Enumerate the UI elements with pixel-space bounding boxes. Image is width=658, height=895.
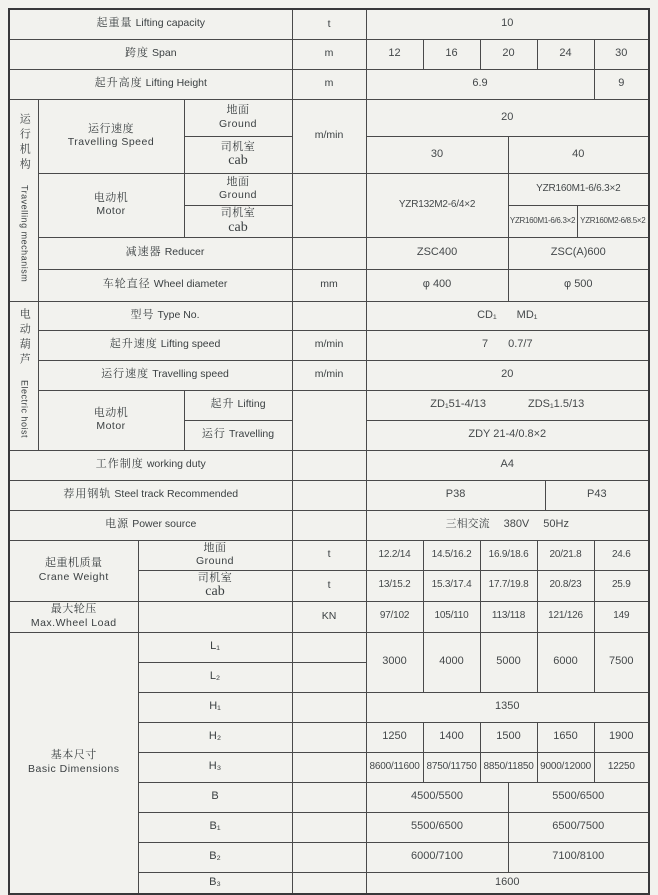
- section-basic-dimensions: [9, 632, 138, 894]
- max-wheel-load-value-12: 97/102: [366, 601, 423, 632]
- max-wheel-load-value-30: 149: [594, 601, 649, 632]
- crane-weight-ground-value-16: 14.5/16.2: [423, 540, 480, 570]
- motor-ground-label-en: Ground: [219, 189, 258, 202]
- reducer-label-zh: 减速器: [125, 246, 162, 259]
- travelling-speed-label-en: Travelling Speed: [67, 136, 155, 149]
- dimension-h3-unit-empty: [292, 752, 366, 782]
- type-no-unit-empty: [292, 301, 366, 330]
- reducer-label-en: Reducer: [164, 246, 205, 259]
- wheel-diameter-label-zh: 车轮直径: [102, 278, 151, 291]
- crane-weight-ground-value-24: 20/21.8: [537, 540, 594, 570]
- lifting-capacity-label-en: Lifting capacity: [135, 17, 206, 30]
- power-source-label: [9, 510, 292, 540]
- steel-track-value-left: P38: [366, 480, 545, 510]
- span-label-zh: 跨度: [124, 47, 149, 60]
- row-lifting-capacity: [9, 9, 649, 39]
- lifting-speed-label-zh: 起升速度: [109, 338, 158, 351]
- crane-weight-ground-value-30: 24.6: [594, 540, 649, 570]
- dimension-b2-value-left: 6000/7100: [366, 842, 508, 872]
- motor-mechanism-label: [38, 173, 184, 237]
- dimension-h3-value-24: 9000/12000: [537, 752, 594, 782]
- wheel-diameter-label: [38, 269, 292, 301]
- crane-weight-cab-value-16: 15.3/17.4: [423, 570, 480, 601]
- reducer-label: [38, 237, 292, 269]
- hoist-travelling-speed-unit: m/min: [292, 360, 366, 390]
- reducer-unit-empty: [292, 237, 366, 269]
- reducer-value-right: ZSC(A)600: [508, 237, 649, 269]
- working-duty-label-en: working duty: [146, 458, 206, 471]
- hoist-travelling-speed-label: [38, 360, 292, 390]
- max-wheel-load-sub-empty: [138, 601, 292, 632]
- row-steel-track: [9, 480, 649, 510]
- section-basic-dimensions-zh: 基本尺寸: [50, 749, 97, 762]
- section-travelling-mechanism-zh: 运行机构: [18, 112, 31, 173]
- crane-weight-ground-label-zh: 地面: [203, 541, 227, 554]
- lifting-speed-value: [366, 330, 649, 360]
- row-type-no: [9, 301, 649, 330]
- lifting-speed-value-a: 7: [481, 338, 489, 351]
- section-basic-dimensions-en: Basic Dimensions: [28, 763, 120, 776]
- section-travelling-mechanism-en: Travelling mechanism: [19, 185, 30, 283]
- row-wheel-diameter: [9, 269, 649, 301]
- hoist-lifting-label-zh: 起升: [210, 398, 235, 411]
- dimension-h2-value-24: 1650: [537, 722, 594, 752]
- crane-weight-ground-value-12: 12.2/14: [366, 540, 423, 570]
- travelling-speed-ground-label: [184, 99, 292, 136]
- motor-mechanism-ground-label: [184, 173, 292, 205]
- dimension-b1-unit-empty: [292, 812, 366, 842]
- dimension-h1-unit-empty: [292, 692, 366, 722]
- motor-hoist-label-zh: 电动机: [93, 406, 129, 419]
- lifting-speed-value-b: 0.7/7: [508, 338, 533, 351]
- wheel-diameter-label-en: Wheel diameter: [153, 278, 228, 291]
- row-crane-weight-ground: [9, 540, 649, 570]
- section-travelling-mechanism: [9, 99, 38, 301]
- motor-hoist-label: [38, 390, 184, 450]
- motor-hoist-lifting-label: [184, 390, 292, 420]
- cab-label-en: cab: [228, 153, 248, 169]
- motor-hoist-label-en: Motor: [96, 420, 126, 433]
- crane-weight-cab-value-20: 17.7/19.8: [480, 570, 537, 601]
- motor-hoist-lifting-value: [366, 390, 649, 420]
- motor-mechanism-cab-label: [184, 205, 292, 237]
- span-value-20: 20: [480, 39, 537, 69]
- working-duty-label: [9, 450, 292, 480]
- travelling-speed-label: [38, 99, 184, 173]
- max-wheel-load-label: [9, 601, 138, 632]
- dimension-b3-unit-empty: [292, 872, 366, 894]
- dimension-h2-value-12: 1250: [366, 722, 423, 752]
- dimension-l-value-24: 6000: [537, 632, 594, 692]
- crane-weight-cab-value-12: 13/15.2: [366, 570, 423, 601]
- power-source-value-frequency: 50Hz: [543, 518, 569, 531]
- travelling-speed-unit: m/min: [292, 99, 366, 173]
- type-no-label-en: Type No.: [157, 308, 200, 321]
- motor-mechanism-cab-value-b: YZR160M2-6/8.5×2: [577, 205, 649, 237]
- motor-hoist-lifting-value-a: ZD₁51-4/13: [430, 398, 486, 411]
- row-lifting-height: [9, 69, 649, 99]
- type-no-value: [366, 301, 649, 330]
- motor-mechanism-cab-value-a: YZR160M1-6/6.3×2: [508, 205, 577, 237]
- motor-hoist-unit-empty: [292, 390, 366, 450]
- dimension-h2-value-20: 1500: [480, 722, 537, 752]
- wheel-diameter-value-left: φ 400: [366, 269, 508, 301]
- crane-spec-table: [8, 8, 650, 895]
- lifting-height-unit: m: [292, 69, 366, 99]
- hoist-lifting-label-en: Lifting: [237, 398, 266, 411]
- section-electric-hoist-zh: 电动葫芦: [18, 308, 31, 369]
- dimension-h3-symbol: H₃: [138, 752, 292, 782]
- motor-cab-label-zh: 司机室: [220, 207, 256, 220]
- working-duty-value: A4: [366, 450, 649, 480]
- dimension-l2-symbol: L₂: [138, 662, 292, 692]
- row-motor-hoist-lifting: [9, 390, 649, 420]
- travelling-speed-cab-value-left: 30: [366, 136, 508, 173]
- steel-track-unit-empty: [292, 480, 366, 510]
- crane-weight-cab-value-30: 25.9: [594, 570, 649, 601]
- row-hoist-travelling-speed: [9, 360, 649, 390]
- crane-weight-cab-unit: t: [292, 570, 366, 601]
- row-reducer: [9, 237, 649, 269]
- motor-hoist-travelling-value: ZDY 21-4/0.8×2: [366, 420, 649, 450]
- dimension-h2-symbol: H₂: [138, 722, 292, 752]
- motor-mechanism-label-zh: 电动机: [93, 191, 129, 204]
- motor-mechanism-ground-left-value: YZR132M2-6/4×2: [366, 173, 508, 237]
- lifting-height-label-zh: 起升高度: [94, 77, 143, 90]
- power-source-label-zh: 电源: [105, 518, 130, 531]
- row-dimension-l1: [9, 632, 649, 662]
- lifting-capacity-label-zh: 起重量: [96, 17, 133, 30]
- steel-track-label-zh: 荐用钢轨: [63, 488, 112, 501]
- lifting-capacity-unit: t: [292, 9, 366, 39]
- section-electric-hoist-en: Electric hoist: [19, 380, 30, 439]
- wheel-diameter-unit: mm: [292, 269, 366, 301]
- dimension-b3-symbol: B₃: [138, 872, 292, 894]
- dimension-b2-value-right: 7100/8100: [508, 842, 649, 872]
- lifting-capacity-value: 10: [366, 9, 649, 39]
- max-wheel-load-label-en: Max.Wheel Load: [30, 616, 117, 629]
- dimension-b-value-right: 5500/6500: [508, 782, 649, 812]
- crane-weight-ground-label-en: Ground: [196, 555, 235, 568]
- row-travelling-speed-ground: [9, 99, 649, 136]
- row-max-wheel-load: [9, 601, 649, 632]
- max-wheel-load-unit: KN: [292, 601, 366, 632]
- section-electric-hoist-label: [18, 308, 29, 438]
- row-span: [9, 39, 649, 69]
- lifting-height-value-main: 6.9: [366, 69, 594, 99]
- travelling-speed-cab-value-right: 40: [508, 136, 649, 173]
- crane-spec-sheet: [8, 8, 650, 895]
- motor-cab-label-en: cab: [228, 219, 248, 235]
- section-electric-hoist: [9, 301, 38, 450]
- dimension-l-value-30: 7500: [594, 632, 649, 692]
- span-unit: m: [292, 39, 366, 69]
- travelling-speed-ground-value: 20: [366, 99, 649, 136]
- type-no-label: [38, 301, 292, 330]
- wheel-diameter-value-right: φ 500: [508, 269, 649, 301]
- working-duty-label-zh: 工作制度: [95, 458, 144, 471]
- dimension-b-symbol: B: [138, 782, 292, 812]
- dimension-h2-value-30: 1900: [594, 722, 649, 752]
- crane-weight-label: [9, 540, 138, 601]
- dimension-b1-value-right: 6500/7500: [508, 812, 649, 842]
- hoist-travelling-label-zh: 运行: [201, 428, 226, 441]
- crane-weight-cab-value-24: 20.8/23: [537, 570, 594, 601]
- span-value-24: 24: [537, 39, 594, 69]
- lifting-height-label: [9, 69, 292, 99]
- span-value-16: 16: [423, 39, 480, 69]
- crane-weight-cab-label: [138, 570, 292, 601]
- motor-ground-label-zh: 地面: [226, 175, 250, 188]
- crane-weight-cab-label-zh: 司机室: [197, 571, 233, 584]
- motor-hoist-lifting-value-b: ZDS₁1.5/13: [527, 398, 585, 411]
- dimension-h3-value-12: 8600/11600: [366, 752, 423, 782]
- dimension-b-unit-empty: [292, 782, 366, 812]
- hoist-travelling-label-en: Travelling: [228, 428, 275, 441]
- dimension-b1-symbol: B₁: [138, 812, 292, 842]
- crane-weight-ground-value-20: 16.9/18.6: [480, 540, 537, 570]
- max-wheel-load-value-16: 105/110: [423, 601, 480, 632]
- lifting-speed-label-en: Lifting speed: [160, 338, 221, 351]
- dimension-h1-value: 1350: [366, 692, 649, 722]
- crane-weight-cab-label-en: cab: [205, 584, 225, 600]
- row-power-source: [9, 510, 649, 540]
- lifting-speed-unit: m/min: [292, 330, 366, 360]
- steel-track-label: [9, 480, 292, 510]
- row-lifting-speed: [9, 330, 649, 360]
- steel-track-label-en: Steel track Recommended: [114, 488, 239, 501]
- ground-label-en: Ground: [219, 117, 258, 130]
- power-source-value: [366, 510, 649, 540]
- dimension-b2-symbol: B₂: [138, 842, 292, 872]
- section-travelling-mechanism-label: [18, 113, 29, 282]
- motor-mechanism-unit-empty: [292, 173, 366, 237]
- crane-weight-label-en: Crane Weight: [38, 570, 109, 583]
- max-wheel-load-value-20: 113/118: [480, 601, 537, 632]
- crane-weight-ground-label: [138, 540, 292, 570]
- power-source-value-voltage: 380V: [503, 518, 530, 531]
- row-working-duty: [9, 450, 649, 480]
- ground-label-zh: 地面: [226, 104, 250, 117]
- working-duty-unit-empty: [292, 450, 366, 480]
- crane-weight-ground-unit: t: [292, 540, 366, 570]
- power-source-value-type: 三相交流: [445, 518, 490, 531]
- dimension-h3-value-20: 8850/11850: [480, 752, 537, 782]
- lifting-speed-label: [38, 330, 292, 360]
- type-no-value-md: MD₁: [516, 308, 538, 321]
- travelling-speed-cab-label: [184, 136, 292, 173]
- dimension-l-value-12: 3000: [366, 632, 423, 692]
- type-no-value-cd: CD₁: [477, 308, 497, 321]
- dimension-l2-unit-empty: [292, 662, 366, 692]
- dimension-h2-unit-empty: [292, 722, 366, 752]
- power-source-unit-empty: [292, 510, 366, 540]
- dimension-h1-symbol: H₁: [138, 692, 292, 722]
- dimension-h3-value-30: 12250: [594, 752, 649, 782]
- motor-mechanism-ground-right-value: YZR160M1-6/6.3×2: [508, 173, 649, 205]
- motor-mechanism-label-en: Motor: [96, 205, 126, 218]
- dimension-l1-unit-empty: [292, 632, 366, 662]
- lifting-capacity-label: [9, 9, 292, 39]
- hoist-travelling-speed-label-en: Travelling speed: [152, 368, 229, 381]
- travelling-speed-label-zh: 运行速度: [88, 122, 134, 135]
- dimension-h2-value-16: 1400: [423, 722, 480, 752]
- steel-track-value-right: P43: [545, 480, 649, 510]
- max-wheel-load-value-24: 121/126: [537, 601, 594, 632]
- cab-label-zh: 司机室: [220, 140, 256, 153]
- crane-weight-label-zh: 起重机质量: [45, 557, 103, 570]
- span-label: [9, 39, 292, 69]
- type-no-label-zh: 型号: [130, 308, 155, 321]
- dimension-h3-value-16: 8750/11750: [423, 752, 480, 782]
- row-motor-mechanism-ground: [9, 173, 649, 205]
- motor-hoist-travelling-label: [184, 420, 292, 450]
- max-wheel-load-label-zh: 最大轮压: [50, 603, 97, 616]
- dimension-b-value-left: 4500/5500: [366, 782, 508, 812]
- reducer-value-left: ZSC400: [366, 237, 508, 269]
- dimension-b2-unit-empty: [292, 842, 366, 872]
- dimension-b3-value: 1600: [366, 872, 649, 894]
- lifting-height-value-span30: 9: [594, 69, 649, 99]
- dimension-l-value-20: 5000: [480, 632, 537, 692]
- span-label-en: Span: [152, 47, 177, 60]
- dimension-b1-value-left: 5500/6500: [366, 812, 508, 842]
- dimension-l1-symbol: L₁: [138, 632, 292, 662]
- span-value-30: 30: [594, 39, 649, 69]
- dimension-l-value-16: 4000: [423, 632, 480, 692]
- hoist-travelling-speed-label-zh: 运行速度: [101, 368, 150, 381]
- power-source-label-en: Power source: [132, 518, 197, 531]
- lifting-height-label-en: Lifting Height: [145, 77, 207, 90]
- span-value-12: 12: [366, 39, 423, 69]
- hoist-travelling-speed-value: 20: [366, 360, 649, 390]
